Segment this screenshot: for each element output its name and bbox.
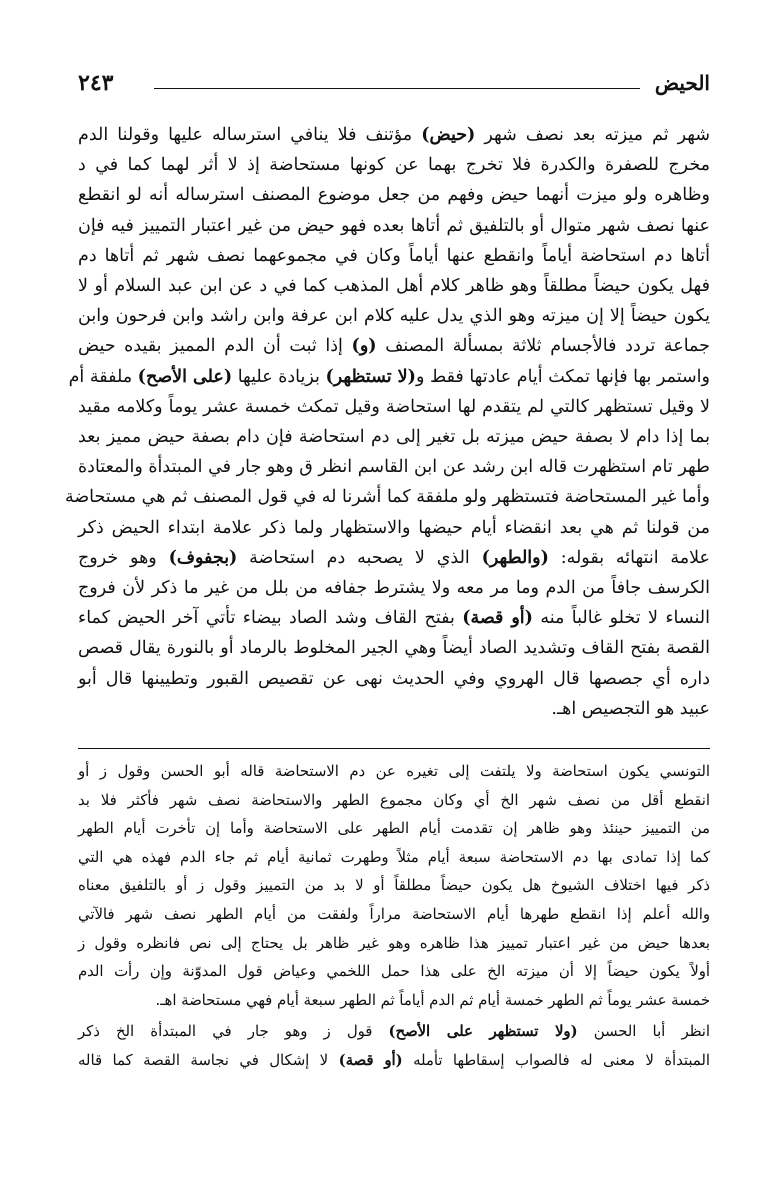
main-line: شهر ثم ميزته بعد نصف شهر (حيض) مؤتنف فلا ينافي استرساله عليها وقولنا الدم [78,125,710,145]
main-line: الكرسف جافاً من الدم وما مر معه ولا يشترط جفافه من بلل من غير ما ذكر لأن فروج [78,578,710,599]
footnote-separator [78,748,710,749]
main-line: القصة بفتح القاف وتشديد الصاد أيضاً وهي الجير المخلوط بالرماد أو بالنورة يقال قصص [78,638,710,659]
main-line: أتاها دم استحاضة أياماً وانقطع عنها أياماً وكان في مجموعهما نصف شهر ثم أتاها دم [78,245,710,266]
main-line: واستمر بها فإنها تمكث أيام عادتها فقط و(لا تستظهر) بزيادة عليها (على الأصح) ملفقة أم [68,366,710,387]
footnote-line: التونسي يكون استحاضة ولا يلتفت إلى تغيره عن دم الاستحاضة قاله أبو الحسن وقول ز أو [78,763,710,780]
main-line: بما إذا دام لا بصفة حيض ميزته بل تغير إلى دم استحاضة فإن دام بصفة حيض مميز بعد [78,427,710,448]
main-line: لا وقيل تستظهر كالتي لم يتقدم لها استحاضة وقيل تمكث خمسة عشر يوماً وكلامه مقيد [78,396,710,417]
footnote-2 [78,1018,710,1075]
footnote-line: والله أعلم إذا انقطع طهرها أيام الاستحاضة مراراً ولفقت من أيام الطهر نصف شهر فالآتي [78,905,710,923]
main-line: فهل يكون حيضاً مطلقاً وهو ظاهر كلام أهل المذهب كما في د عن ابن عبد السلام أو لا [78,276,710,297]
main-line: وظاهره ولو ميزت أنهما حيض وفهم من جعل موضوع المصنف استرساله أنه لو انقطع [78,185,710,206]
footnote-line: المبتدأة لا معنى له فالصواب إسقاطها تأمله (أو قصة) لا إشكال في نجاسة القصة كما قاله [78,1051,710,1069]
main-line: عنها نصف شهر متوال أو بالتلفيق ثم أتاها بعده فهو حيض من غير اعتبار التمييز فيه فإن [78,215,710,236]
header-rule [154,88,640,89]
chapter-title: الحيض [654,71,710,95]
page-number: ٢٤٣ [78,70,114,96]
main-line: النساء لا تخلو غالباً منه (أو قصة) بفتح القاف وشد الصاد بيضاء تأتي آخر الحيض كماء [78,608,710,629]
main-line: داره أي جصصها قال الهروي وفي الحديث نهى عن تقصيص القبور وتطيينها قال أبو [78,668,710,689]
main-line: مخرج للصفرة والكدرة فلا تخرج بهما عن كونها مستحاضة إذ لا أثر لهما كما في د [78,155,710,176]
footnote-line: بعدها حيض من غير اعتبار تمييز هذا ظاهره وهو غير ظاهر بل يحتاج إلى نص فانظره وقول ز [78,934,710,952]
footnote-line: ذكر فيها اختلاف الشيوخ هل يكون حيضاً مطلقاً أو لا بد من التمييز وقول ز أو بالتلفيق معناه [78,877,710,895]
footnote-line: انقطع أقل من نصف شهر الخ أي وكان مجموع الطهر والاستحاضة نصف شهر فأكثر فلا بد [78,791,710,809]
footnote-line: من التمييز حينئذ وهو ظاهر إن تقدمت أيام الطهر على الاستحاضة وأما إن تأخرت أيام الطهر [78,820,710,838]
page-header [78,68,710,102]
main-line: يكون حيضاً إلا إن ميزته وهو الذي يدل عليه كلام ابن عرفة وابن راشد وابن فرحون وابن [78,306,710,327]
main-line: طهر تام استظهرت قاله ابن رشد عن ابن القاسم انظر ق وهو جار في المبتدأة والمعتادة [78,457,710,478]
footnote-line: خمسة عشر يوماً ثم الطهر خمسة أيام ثم الدم أياماً ثم الطهر سبعة أيام فهي مستحاضة اهـ. [155,991,710,1009]
main-line: علامة انتهائه بقوله: (والطهر) الذي لا يصحبه دم استحاضة (بجفوف) وهو خروج [78,547,711,568]
main-line: وأما غير المستحاضة فتستظهر ولو ملفقة كما أشرنا له في قول المصنف ثم هي مستحاضة [64,487,710,508]
footnote-line: كما إذا تمادى بها دم الاستحاضة سبعة أيام مثلاً وطهرت ثمانية أيام ثم جاء الدم فهذه هي التي [78,848,710,866]
footnote-line: انظر أبا الحسن (ولا تستظهر على الأصح) قول ز وهو جار في المبتدأة الخ ذكر [78,1023,710,1040]
footnote-1 [78,758,710,1015]
main-line: جماعة تردد فالأجسام ثلاثة بمسألة المصنف (و) إذا ثبت أن الدم المميز بقيده حيض [78,336,710,357]
main-line: عبيد هو التجصيص اهـ. [551,698,710,719]
footnote-line: أولاً يكون حيضاً إلا أن ميزته الخ على هذا حمل اللخمي وعياض قول المدوّنة وإن رأت الدم [78,963,710,981]
main-text [64,120,711,724]
main-line: من قولنا ثم هي بعد انقضاء أيام حيضها والاستظهار ولما ذكر علامة ابتداء الحيض ذكر [78,517,710,538]
